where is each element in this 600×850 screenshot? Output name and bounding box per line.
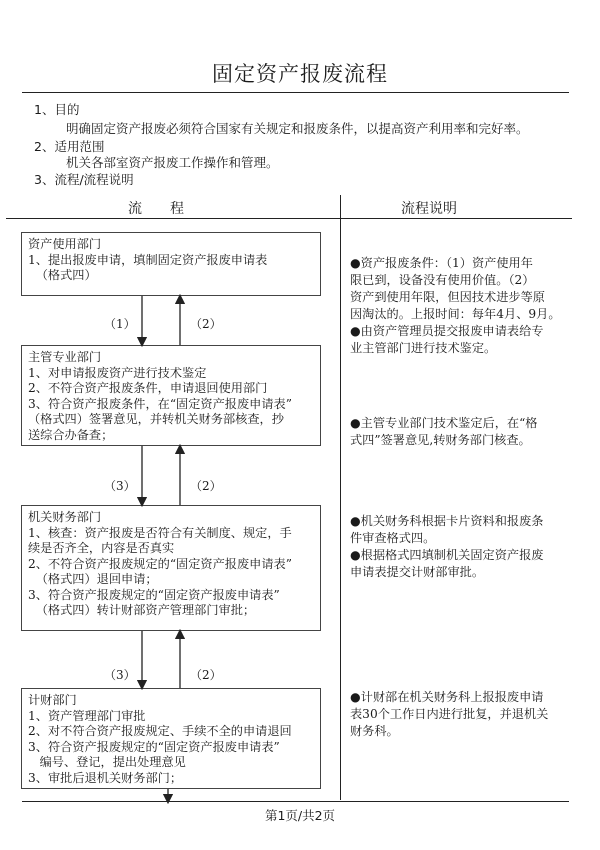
note-line: ●机关财务科根据卡片资料和报废条 xyxy=(350,514,544,528)
page-footer: 第1页/共2页 xyxy=(264,808,336,823)
box-line: 1、资产管理部门审批 xyxy=(28,708,146,723)
note-line: 式四”签署意见,转财务部门核查。 xyxy=(350,433,531,447)
note-line: 件审查格式四。 xyxy=(350,531,436,545)
note-line: 限已到，设备没有使用价值。（2） xyxy=(350,273,535,287)
note-line: 表30个工作日内进行批复，并退机关 xyxy=(350,707,549,721)
note-line: 因淘汰的。上报时间：每年4月、9月。 xyxy=(350,307,561,321)
arrow-label-up-1: （2） xyxy=(190,317,222,331)
box-line: 计财部门 xyxy=(28,693,77,707)
box-line: 2、不符合资产报废规定的“固定资产报废申请表” xyxy=(28,556,292,571)
note-line: 财务科。 xyxy=(350,724,399,738)
note-line: 申请表提交计财部审批。 xyxy=(350,565,485,579)
section3-heading: 3、流程/流程说明 xyxy=(34,172,134,187)
box-line: 3、符合资产报废规定的“固定资产报废申请表” xyxy=(28,739,280,754)
box-line: 机关财务部门 xyxy=(28,510,102,524)
box-line: 主管专业部门 xyxy=(28,350,102,364)
box-line: 1、对申请报废资产进行技术鉴定 xyxy=(28,365,207,380)
note-finance xyxy=(350,513,572,581)
flow-column-header: 流 程 xyxy=(128,201,184,217)
note-line: ●由资产管理员提交报废申请表给专 xyxy=(350,324,544,338)
box-line: （格式四）退回申请； xyxy=(28,572,158,586)
box-line: （格式四）签署意见，并转机关财务部核查，抄 xyxy=(28,412,284,426)
box-line: 3、符合资产报废规定的“固定资产报废申请表” xyxy=(28,587,280,602)
box-line: （格式四）转计财部资产管理部门审批； xyxy=(28,603,256,617)
arrow-label-up-3: （2） xyxy=(190,668,222,682)
note-line: ●计财部在机关财务科上报报废申请 xyxy=(350,690,544,704)
arrow-label-up-2: （2） xyxy=(190,479,222,493)
footer-rule xyxy=(22,801,569,802)
box-line: 1、提出报废申请，填制固定资产报废申请表 xyxy=(28,252,268,267)
box-line: 2、对不符合资产报废规定、手续不全的申请退回 xyxy=(28,724,292,738)
box-line: 送综合办备查； xyxy=(28,427,114,442)
box-line: 3、符合资产报废条件，在“固定资产报废申请表” xyxy=(28,396,292,411)
note-line: ●资产报废条件：（1）资产使用年 xyxy=(350,256,533,270)
note-specialty xyxy=(350,415,572,449)
box-line: （格式四） xyxy=(28,268,97,282)
section2-heading: 2、适用范围 xyxy=(34,139,105,154)
box-line: 资产使用部门 xyxy=(28,237,102,251)
note-line: 业主管部门进行技术鉴定。 xyxy=(350,341,497,355)
section1-body: 明确固定资产报废必须符合国家有关规定和报废条件，以提高资产利用率和完好率。 xyxy=(66,121,529,136)
notes-column-header: 流程说明 xyxy=(401,201,457,217)
note-line: 资产到使用年限，但因技术进步等原 xyxy=(350,290,545,304)
arrow-label-down-1: （1） xyxy=(104,317,136,331)
box-line: 编号、登记，提出处理意见 xyxy=(28,755,186,769)
box-line: 3、审批后退机关财务部门； xyxy=(28,770,183,785)
section1-heading: 1、目的 xyxy=(34,102,80,117)
section2-body: 机关各部室资产报废工作操作和管理。 xyxy=(66,155,279,170)
page-title: 固定资产报废流程 xyxy=(212,62,388,86)
box-line: 2、不符合资产报废条件，申请退回使用部门 xyxy=(28,381,268,395)
note-line: ●主管专业部门技术鉴定后，在“格 xyxy=(350,416,538,430)
note-planning-finance xyxy=(350,689,572,740)
note-asset-user xyxy=(350,255,572,357)
note-line: ●根据格式四填制机关固定资产报废 xyxy=(350,548,544,562)
box-line: 续是否齐全，内容是否真实 xyxy=(28,541,175,555)
arrow-label-down-3: （3） xyxy=(104,668,136,682)
box-line: 1、核查：资产报废是否符合有关制度、规定，手 xyxy=(28,525,292,540)
arrow-label-down-2: （3） xyxy=(104,479,136,493)
